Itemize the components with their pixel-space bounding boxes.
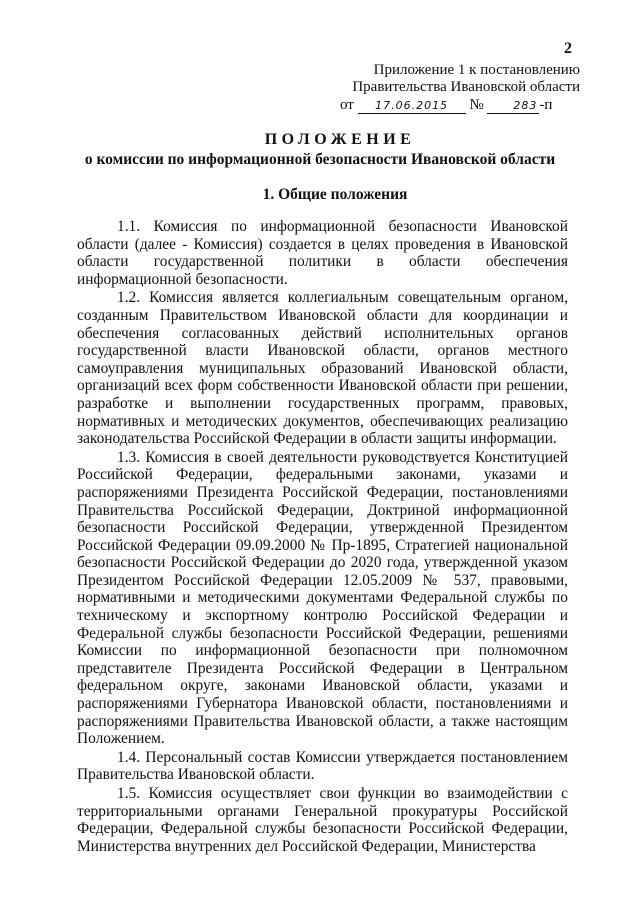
document-title: ПОЛОЖЕНИЕ bbox=[264, 131, 416, 148]
appendix-line-2: Правительства Ивановской области bbox=[352, 79, 580, 95]
document-body bbox=[77, 218, 568, 856]
number-prefix: № bbox=[469, 97, 484, 113]
document-subtitle: о комиссии по информационной безопасности Ивановской области bbox=[84, 151, 556, 168]
handwritten-date: 17.06.2015 bbox=[358, 99, 466, 114]
paragraph-1-3: 1.3. Комиссия в своей деятельности руководствуется Конституцией Российской Федерации, федеральными законами, указами и распоряжениями Президента Российской Федерации, постановлениями Правительства Российской Федерации, Доктриной информационной безопасности Российской Федерации, утвержденной Президентом Российской Федерации 09.09.2000 № Пр-1895, Стратегией национальной безопасности Российской Федерации до 2020 года, утвержденной указом Президентом Российской Федерации 12.05.2009 № 537, правовыми, нормативными и методическими документами Федеральной службы по техническому и экспортному контролю Российской Федерации и Федеральной службы безопасности Российской Федерации, решениями Комиссии по информационной безопасности при полномочном представителе Президента Российской Федерации в Центральном федеральном округе, законами Ивановской области, указами и распоряжениями Губернатора Ивановской области, постановлениями и распоряжениями Правительства Ивановской области, а также настоящим Положением. bbox=[77, 448, 568, 748]
page-number: 2 bbox=[564, 40, 572, 57]
handwritten-number: 283 bbox=[487, 99, 539, 114]
section-heading: 1. Общие положения bbox=[262, 186, 408, 203]
date-prefix: от bbox=[340, 97, 354, 113]
number-suffix: -п bbox=[539, 97, 553, 113]
paragraph-1-4: 1.4. Персональный состав Комиссии утверждается постановлением Правительства Ивановской области. bbox=[77, 748, 568, 784]
paragraph-1-2: 1.2. Комиссия является коллегиальным совещательным органом, созданным Правительством Ивановской области для координации и обеспечения согласованных действий исполнительных органов государственной власти Ивановской области, органов местного самоуправления муниципальных образований Ивановской области, организаций всех форм собственности Ивановской области при решении, разработке и выполнении государственных программ, правовых, нормативных и методических документов, обеспечивающих реализацию законодательства Российской Федерации в области защиты информации. bbox=[77, 289, 568, 448]
paragraph-1-1: 1.1. Комиссия по информационной безопасности Ивановской области (далее - Комиссия) создается в целях проведения в Ивановской области государственной политики в области обеспечения информационной безопасности. bbox=[77, 218, 568, 288]
appendix-reference bbox=[320, 97, 580, 114]
appendix-line-1: Приложение 1 к постановлению bbox=[373, 62, 580, 78]
appendix-header bbox=[320, 62, 580, 114]
paragraph-1-5: 1.5. Комиссия осуществляет свои функции во взаимодействии с территориальными органами Генеральной прокуратуры Российской Федерации, Федеральной службы безопасности Российской Федерации, Министерства внутренних дел Российской Федерации, Министерства bbox=[77, 785, 568, 855]
